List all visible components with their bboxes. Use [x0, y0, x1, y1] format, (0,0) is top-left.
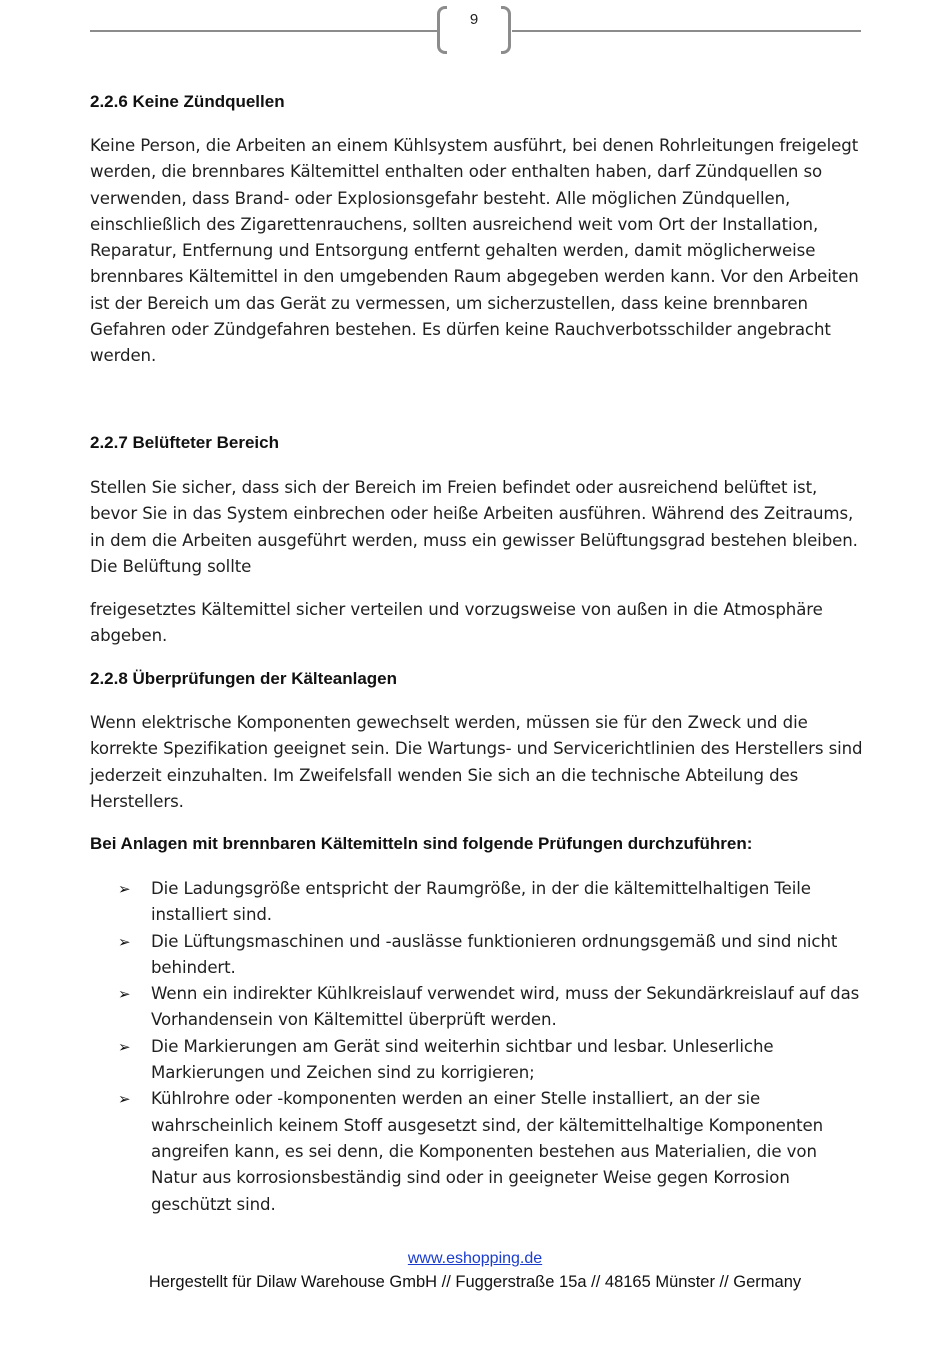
list-item	[118, 1034, 866, 1087]
list-item-text: Kühlrohre oder -komponenten werden an einer Stelle installiert, an der sie wahrscheinlich keinem Stoff ausgesetzt sind, der kältemittelhaltige Komponenten angreifen kann, es sei denn, die Komponenten bestehen aus Materialien, die von Natur aus korrosionsbeständig sind oder in geeigneter Weise gegen Korrosion geschützt sind.	[151, 1089, 824, 1214]
section-heading-2-2-8: 2.2.8 Überprüfungen der Kälteanlagen	[90, 669, 398, 688]
list-item	[118, 1086, 866, 1217]
arrow-bullet-icon: ➢	[118, 880, 131, 898]
page-number-bracket-left	[437, 6, 447, 54]
section-2-2-7-paragraph-1: Stellen Sie sicher, dass sich der Bereich im Freien befindet oder ausreichend belüftet ist, bevor Sie in das System einbrechen oder heiße Arbeiten ausführen. Während des Zeitraums, in dem die Arbeiten ausgeführt werden, muss ein gewisser Belüftungsgrad bestehen bleiben. Die Belüftung sollte	[90, 478, 858, 576]
list-item-text: Wenn ein indirekter Kühlkreislauf verwendet wird, muss der Sekundärkreislauf auf das Vorhandensein von Kältemittel überprüft werden.	[151, 984, 860, 1030]
list-item-text: Die Ladungsgröße entspricht der Raumgröße, in der die kältemittelhaltigen Teile installiert sind.	[151, 879, 811, 925]
section-heading-2-2-7: 2.2.7 Belüfteter Bereich	[90, 433, 279, 452]
arrow-bullet-icon: ➢	[118, 1090, 131, 1109]
list-item	[118, 981, 866, 1034]
arrow-bullet-icon: ➢	[118, 1037, 131, 1056]
checks-subheading: Bei Anlagen mit brennbaren Kältemitteln sind folgende Prüfungen durchzuführen:	[90, 834, 753, 853]
arrow-bullet-icon: ➢	[118, 932, 131, 951]
arrow-bullet-icon: ➢	[118, 985, 131, 1004]
list-item-text: Die Lüftungsmaschinen und -auslässe funktionieren ordnungsgemäß und sind nicht behindert.	[151, 931, 838, 977]
checks-list	[118, 876, 866, 1218]
header-rule-left	[90, 30, 437, 32]
footer-company-address: Hergestellt für Dilaw Warehouse GmbH // Fuggerstraße 15a // 48165 Münster // Germany	[148, 1273, 802, 1291]
section-heading-2-2-6: 2.2.6 Keine Zündquellen	[90, 92, 285, 111]
list-item	[118, 876, 866, 929]
page-number: 9	[469, 11, 479, 28]
section-2-2-6-paragraph: Keine Person, die Arbeiten an einem Kühlsystem ausführt, bei denen Rohrleitungen freigelegt werden, die brennbares Kältemittel enthalten oder enthalten haben, darf Zündquellen so verwenden, dass Brand- oder Explosionsgefahr besteht. Alle möglichen Zündquellen, einschließlich des Zigarettenrauchens, sollten ausreichend weit vom Ort der Installation, Reparatur, Entfernung und Entsorgung entfernt gehalten werden, damit möglicherweise brennbares Kältemittel in den umgebenden Raum abgegeben werden kann. Vor den Arbeiten ist der Bereich um das Gerät zu vermessen, um sicherzustellen, dass keine brennbaren Gefahren oder Zündgefahren bestehen. Es dürfen keine Rauchverbotsschilder angebracht werden.	[90, 136, 859, 366]
list-item-text: Die Markierungen am Gerät sind weiterhin sichtbar und lesbar. Unleserliche Markierungen und Zeichen sind zu korrigieren;	[151, 1036, 774, 1083]
footer-website-link[interactable]: www.eshopping.de	[407, 1250, 543, 1267]
list-item	[118, 929, 866, 982]
header-rule-right	[512, 30, 861, 32]
section-2-2-7-paragraph-2: freigesetztes Kältemittel sicher verteilen und vorzugsweise von außen in die Atmosphäre abgeben.	[90, 600, 823, 646]
page-number-bracket-right	[501, 6, 511, 54]
section-2-2-8-paragraph: Wenn elektrische Komponenten gewechselt werden, müssen sie für den Zweck und die korrekte Spezifikation geeignet sein. Die Wartungs- und Servicerichtlinien des Herstellers sind jederzeit einzuhalten. Im Zweifelsfall wenden Sie sich an die technische Abteilung des Herstellers.	[90, 713, 863, 811]
